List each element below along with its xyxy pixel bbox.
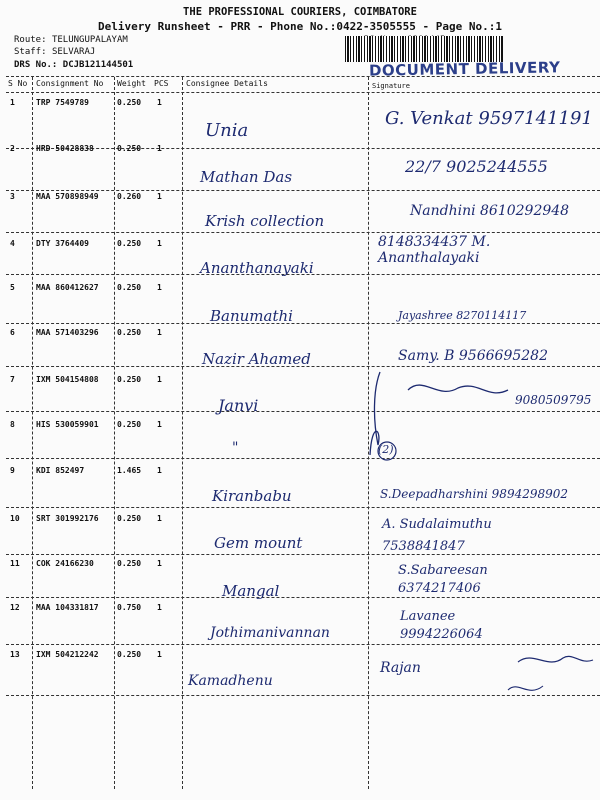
col-consignee-header: Consignee Details (186, 79, 268, 88)
row-sno: 13 (10, 650, 20, 659)
row-pcs: 1 (157, 420, 162, 429)
col-signature-header: Signature (372, 82, 410, 90)
col-divider (32, 77, 33, 789)
col-consignment-header: Consignment No (36, 79, 104, 88)
row-weight: 1.465 (117, 466, 142, 475)
row-sno: 9 (10, 466, 15, 475)
table-top-rule (6, 76, 600, 77)
row-consignment-no: HIS 530059901 (36, 420, 99, 429)
row-consignee: Mathan Das (200, 168, 293, 186)
row-signature: A. Sudalaimuthu 7538841847 (382, 517, 492, 554)
staff-value: SELVARAJ (51, 47, 96, 57)
row-sno: 11 (10, 559, 20, 568)
route-label: Route: (14, 35, 47, 45)
drs-line (14, 60, 133, 70)
row-weight: 0.250 (117, 239, 142, 248)
row-signature: Lavanee 9994226064 (400, 609, 483, 642)
col-sno-header: S No (8, 79, 28, 88)
row-weight: 0.250 (117, 375, 142, 384)
row-consignee: Krish collection (205, 212, 325, 230)
row-sno: 2 (10, 144, 15, 153)
row-sno: 1 (10, 98, 15, 107)
row-consignment-no: MAA 104331817 (36, 603, 99, 612)
row-consignment-no: IXM 504154808 (36, 375, 99, 384)
staff-line (14, 47, 95, 57)
row-consignee: Kamadhenu (188, 673, 273, 689)
row-rule (6, 190, 600, 191)
row-sno: 3 (10, 192, 15, 201)
row-weight: 0.250 (117, 514, 142, 523)
row-weight: 0.250 (117, 144, 142, 153)
row-pcs: 1 (157, 283, 162, 292)
row-sno: 8 (10, 420, 15, 429)
row-signature: 9080509795 (515, 393, 592, 407)
barcode (345, 36, 503, 62)
row-weight: 0.250 (117, 283, 142, 292)
row-consignment-no: MAA 571403296 (36, 328, 99, 337)
row-consignee: Banumathi (210, 307, 293, 325)
signature-scribbles (368, 360, 600, 780)
row-weight: 0.250 (117, 420, 142, 429)
row-signature: G. Venkat 9597141191 (385, 108, 593, 129)
row-sno: 10 (10, 514, 20, 523)
drs-value: DCJB121144501 (62, 60, 134, 70)
col-weight-header: Weight (117, 79, 146, 88)
row-signature: Samy. B 9566695282 (398, 348, 548, 364)
row-pcs: 1 (157, 192, 162, 201)
row-sno: 12 (10, 603, 20, 612)
row-consignee: Kiranbabu (212, 487, 292, 505)
route-value: TELUNGUPALAYAM (51, 35, 128, 45)
row-sno: 6 (10, 328, 15, 337)
row-consignee: Gem mount (214, 534, 303, 552)
runsheet-subtitle: Delivery Runsheet - PRR - Phone No.:0422-3505555 - Page No.:1 (98, 20, 502, 33)
row-rule (6, 148, 600, 149)
row-consignee: Janvi (218, 396, 259, 415)
row-pcs: 1 (157, 328, 162, 337)
row-pcs: 1 (157, 603, 162, 612)
row-rule (6, 323, 600, 324)
row-pcs: 1 (157, 375, 162, 384)
row-signature: S.Sabareesan 6374217406 (398, 563, 488, 596)
row-sno: 4 (10, 239, 15, 248)
row-weight: 0.750 (117, 603, 142, 612)
route-line (14, 35, 128, 45)
row-consignee: Ananthanayaki (200, 259, 314, 277)
row-weight: 0.250 (117, 328, 142, 337)
row-consignee: Nazir Ahamed (202, 350, 311, 368)
row-consignment-no: MAA 570898949 (36, 192, 99, 201)
row-sno: 5 (10, 283, 15, 292)
row-consignment-no: KDI 852497 (36, 466, 85, 475)
row-consignee: Jothimanivannan (210, 625, 330, 641)
row-signature: 8148334437 M. Ananthalayaki (378, 234, 491, 266)
row-pcs: 1 (157, 466, 162, 475)
row-consignment-no: SRT 301992176 (36, 514, 99, 523)
row-consignment-no: TRP 7549789 (36, 98, 89, 107)
row-rule (6, 232, 600, 233)
table-header-rule (6, 92, 600, 93)
row-signature: Nandhini 8610292948 (410, 203, 570, 219)
drs-label: DRS No.: (14, 60, 58, 70)
row-signature: (2) (378, 443, 394, 456)
row-pcs: 1 (157, 559, 162, 568)
row-consignee: " (232, 440, 239, 456)
row-consignment-no: MAA 860412627 (36, 283, 99, 292)
row-weight: 0.250 (117, 559, 142, 568)
row-signature: S.Deepadharshini 9894298902 (380, 487, 569, 501)
col-divider (182, 77, 183, 789)
row-pcs: 1 (157, 98, 162, 107)
row-consignment-no: HRD 50428838 (36, 144, 94, 153)
row-signature: Jayashree 8270114117 (398, 309, 527, 322)
row-weight: 0.250 (117, 650, 142, 659)
col-divider (114, 77, 115, 789)
row-consignee: Unia (205, 120, 249, 141)
row-weight: 0.260 (117, 192, 142, 201)
company-title: THE PROFESSIONAL COURIERS, COIMBATORE (183, 6, 417, 18)
row-pcs: 1 (157, 650, 162, 659)
row-consignment-no: COK 24166230 (36, 559, 94, 568)
row-consignment-no: DTY 3764409 (36, 239, 89, 248)
staff-label: Staff: (14, 47, 47, 57)
row-sno: 7 (10, 375, 15, 384)
row-pcs: 1 (157, 144, 162, 153)
col-pcs-header: PCS (154, 79, 169, 88)
row-pcs: 1 (157, 239, 162, 248)
row-signature: 22/7 9025244555 (405, 157, 548, 176)
row-pcs: 1 (157, 514, 162, 523)
row-weight: 0.250 (117, 98, 142, 107)
row-signature: Rajan (380, 660, 421, 676)
row-consignee: Mangal (222, 582, 280, 600)
document-delivery-stamp: DOCUMENT DELIVERY (368, 58, 561, 80)
row-consignment-no: IXM 504212242 (36, 650, 99, 659)
